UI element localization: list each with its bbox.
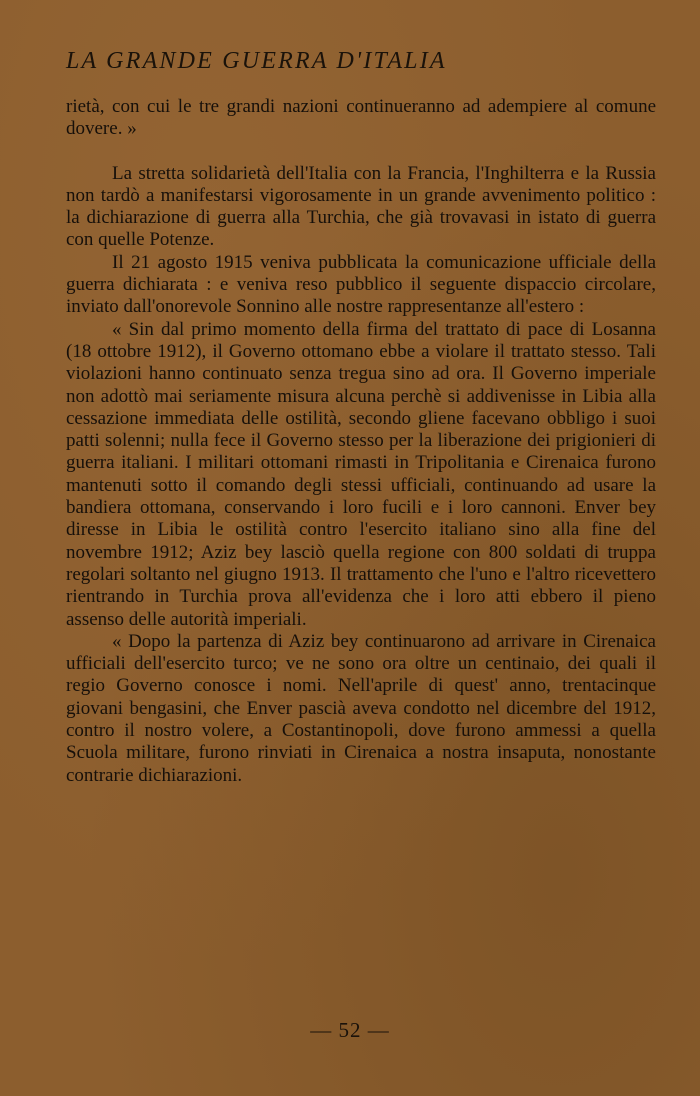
paragraph-dispatch-2: « Dopo la partenza di Aziz bey continuarono ad arrivare in Cirenaica ufficiali dell'esercito turco; ve ne sono ora oltre un centinaio, dei quali il regio Governo conosce i nomi. Nell'aprile di quest' anno, trentacinque giovani bengasini, che Enver pascià aveva condotto nel dicembre del 1912, contro il nostro volere, a Costantinopoli, dove furono ammessi a quella Scuola militare, furono rinviati in Cirenaica a nostra insaputa, nonostante contrarie dichiarazioni.: [66, 630, 656, 786]
running-head: LA GRANDE GUERRA D'ITALIA: [66, 48, 447, 74]
page-number: — 52 —: [310, 1018, 390, 1042]
paragraph-dispatch-1: « Sin dal primo momento della firma del trattato di pace di Losanna (18 ottobre 1912), il Governo ottomano ebbe a violare il trattato stesso. Tali violazioni hanno continuato senza tregua sino ad ora. Il Governo imperiale non adottò mai seriamente misura alcuna perchè si addivenisse in Libia alla cessazione immediata delle ostilità, secondo gliene facevano obbligo i suoi patti solenni; nulla fece il Governo stesso per la liberazione dei prigionieri di guerra italiani. I militari ottomani rimasti in Tripolitania e Cirenaica furono mantenuti sotto il comando degli stessi ufficiali, continuando ad usare la bandiera ottomana, conservando i loro fucili e i loro cannoni. Enver bey diresse in Libia le ostilità contro l'esercito italiano sino alla fine del novembre 1912; Aziz bey lasciò quella regione con 800 soldati di truppa regolari soltanto nel giugno 1913. Il trattamento che l'uno e l'altro ricevettero rientrando in Turchia prova all'evidenza che i loro atti ebbero il pieno assenso delle autorità imperiali.: [66, 318, 656, 630]
paragraph-continuation: rietà, con cui le tre grandi nazioni continueranno ad adempiere al comune dovere. »: [66, 96, 656, 140]
body-text: [66, 96, 656, 787]
paragraph-solidarity: La stretta solidarietà dell'Italia con la Francia, l'Inghilterra e la Russia non tardò a manifestarsi vigorosamente in un grande avvenimento politico : la dichiarazione di guerra alla Turchia, che già trovavasi in istato di guerra con quelle Potenze.: [66, 162, 656, 251]
paragraph-communication: Il 21 agosto 1915 veniva pubblicata la comunicazione ufficiale della guerra dichiarata : e veniva reso pubblico il seguente dispaccio circolare, inviato dall'onorevole Sonnino alle nostre rappresentanze all'estero :: [66, 251, 656, 318]
